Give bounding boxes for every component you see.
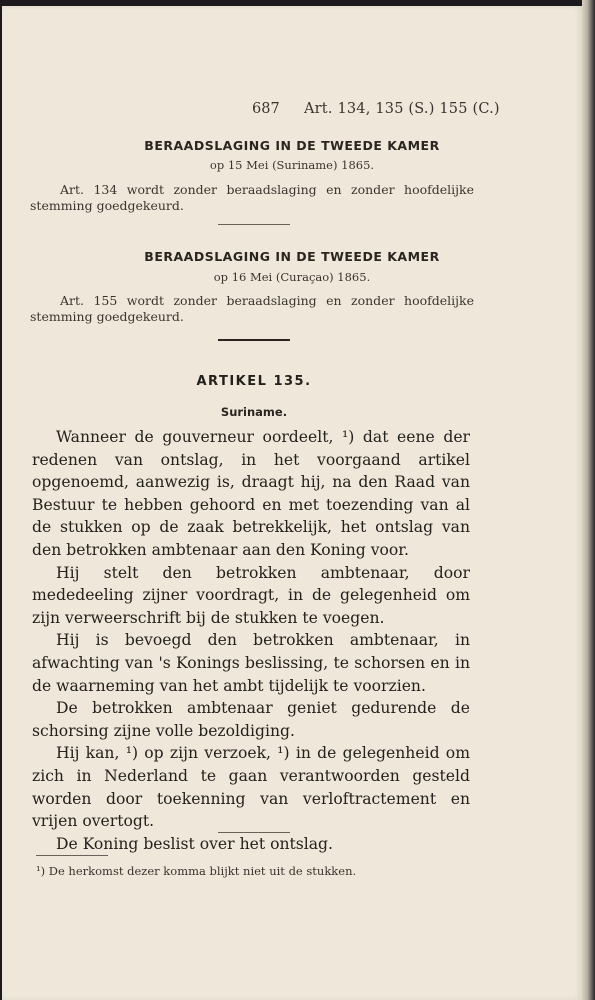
body-paragraph: Wanneer de gouverneur oordeelt, ¹) dat eene der redenen van ontslag, in het voorgaand artikel opgenoemd, aanwezig is, draagt hij, na den Raad van Bestuur te hebben gehoord en met toezending van al de stukken op de zaak betrekkelijk, het ontslag van den betrokken ambtenaar aan den Koning voor. [32,428,470,559]
body-paragraph: Hij kan, ¹) op zijn verzoek, ¹) in de gelegenheid om zich in Nederland te gaan verantwoorden gesteld worden door toekenning van verloftractement en vrijen overtogt. [32,744,470,831]
body-paragraph: De Koning beslist over het ontslag. [56,834,333,853]
article-subtitle: Suriname. [220,405,288,419]
page-number: 687 [252,101,280,117]
article-body [32,426,470,855]
body-paragraph: Hij is bevoegd den betrokken ambtenaar, in afwachting van 's Konings beslissing, te schorsen en in de waarneming van het ambt tijdelijk te voorzien. [32,631,470,695]
section-text-2: Art. 155 wordt zonder beraadslaging en zonder hoofdelijke stemming goedgekeurd. [30,293,474,324]
section-title-1: BERAADSLAGING IN DE TWEEDE KAMER [144,138,440,153]
section-divider [218,224,290,225]
footnote-rule [36,855,108,856]
section-subtitle-1: op 15 Mei (Suriname) 1865. [209,158,375,172]
footnote: ¹) De herkomst dezer komma blijkt niet uit de stukken. [36,864,357,878]
section-text-1: Art. 134 wordt zonder beraadslaging en zonder hoofdelijke stemming goedgekeurd. [30,182,474,213]
body-paragraph: Hij stelt den betrokken ambtenaar, door mededeeling zijner voordragt, in de gelegenheid om zijn verweerschrift bij de stukken te voegen. [32,563,470,627]
section-title-2: BERAADSLAGING IN DE TWEEDE KAMER [144,249,440,264]
section-subtitle-2: op 16 Mei (Curaçao) 1865. [213,270,371,284]
running-title: Art. 134, 135 (S.) 155 (C.) [304,101,500,117]
body-paragraph: De betrokken ambtenaar geniet gedurende de schorsing zijne volle bezoldiging. [32,699,470,740]
book-page [2,6,582,1000]
article-divider [218,339,290,341]
page-edge [582,0,595,1000]
article-title: ARTIKEL 135. [196,374,312,389]
end-divider [218,832,290,833]
